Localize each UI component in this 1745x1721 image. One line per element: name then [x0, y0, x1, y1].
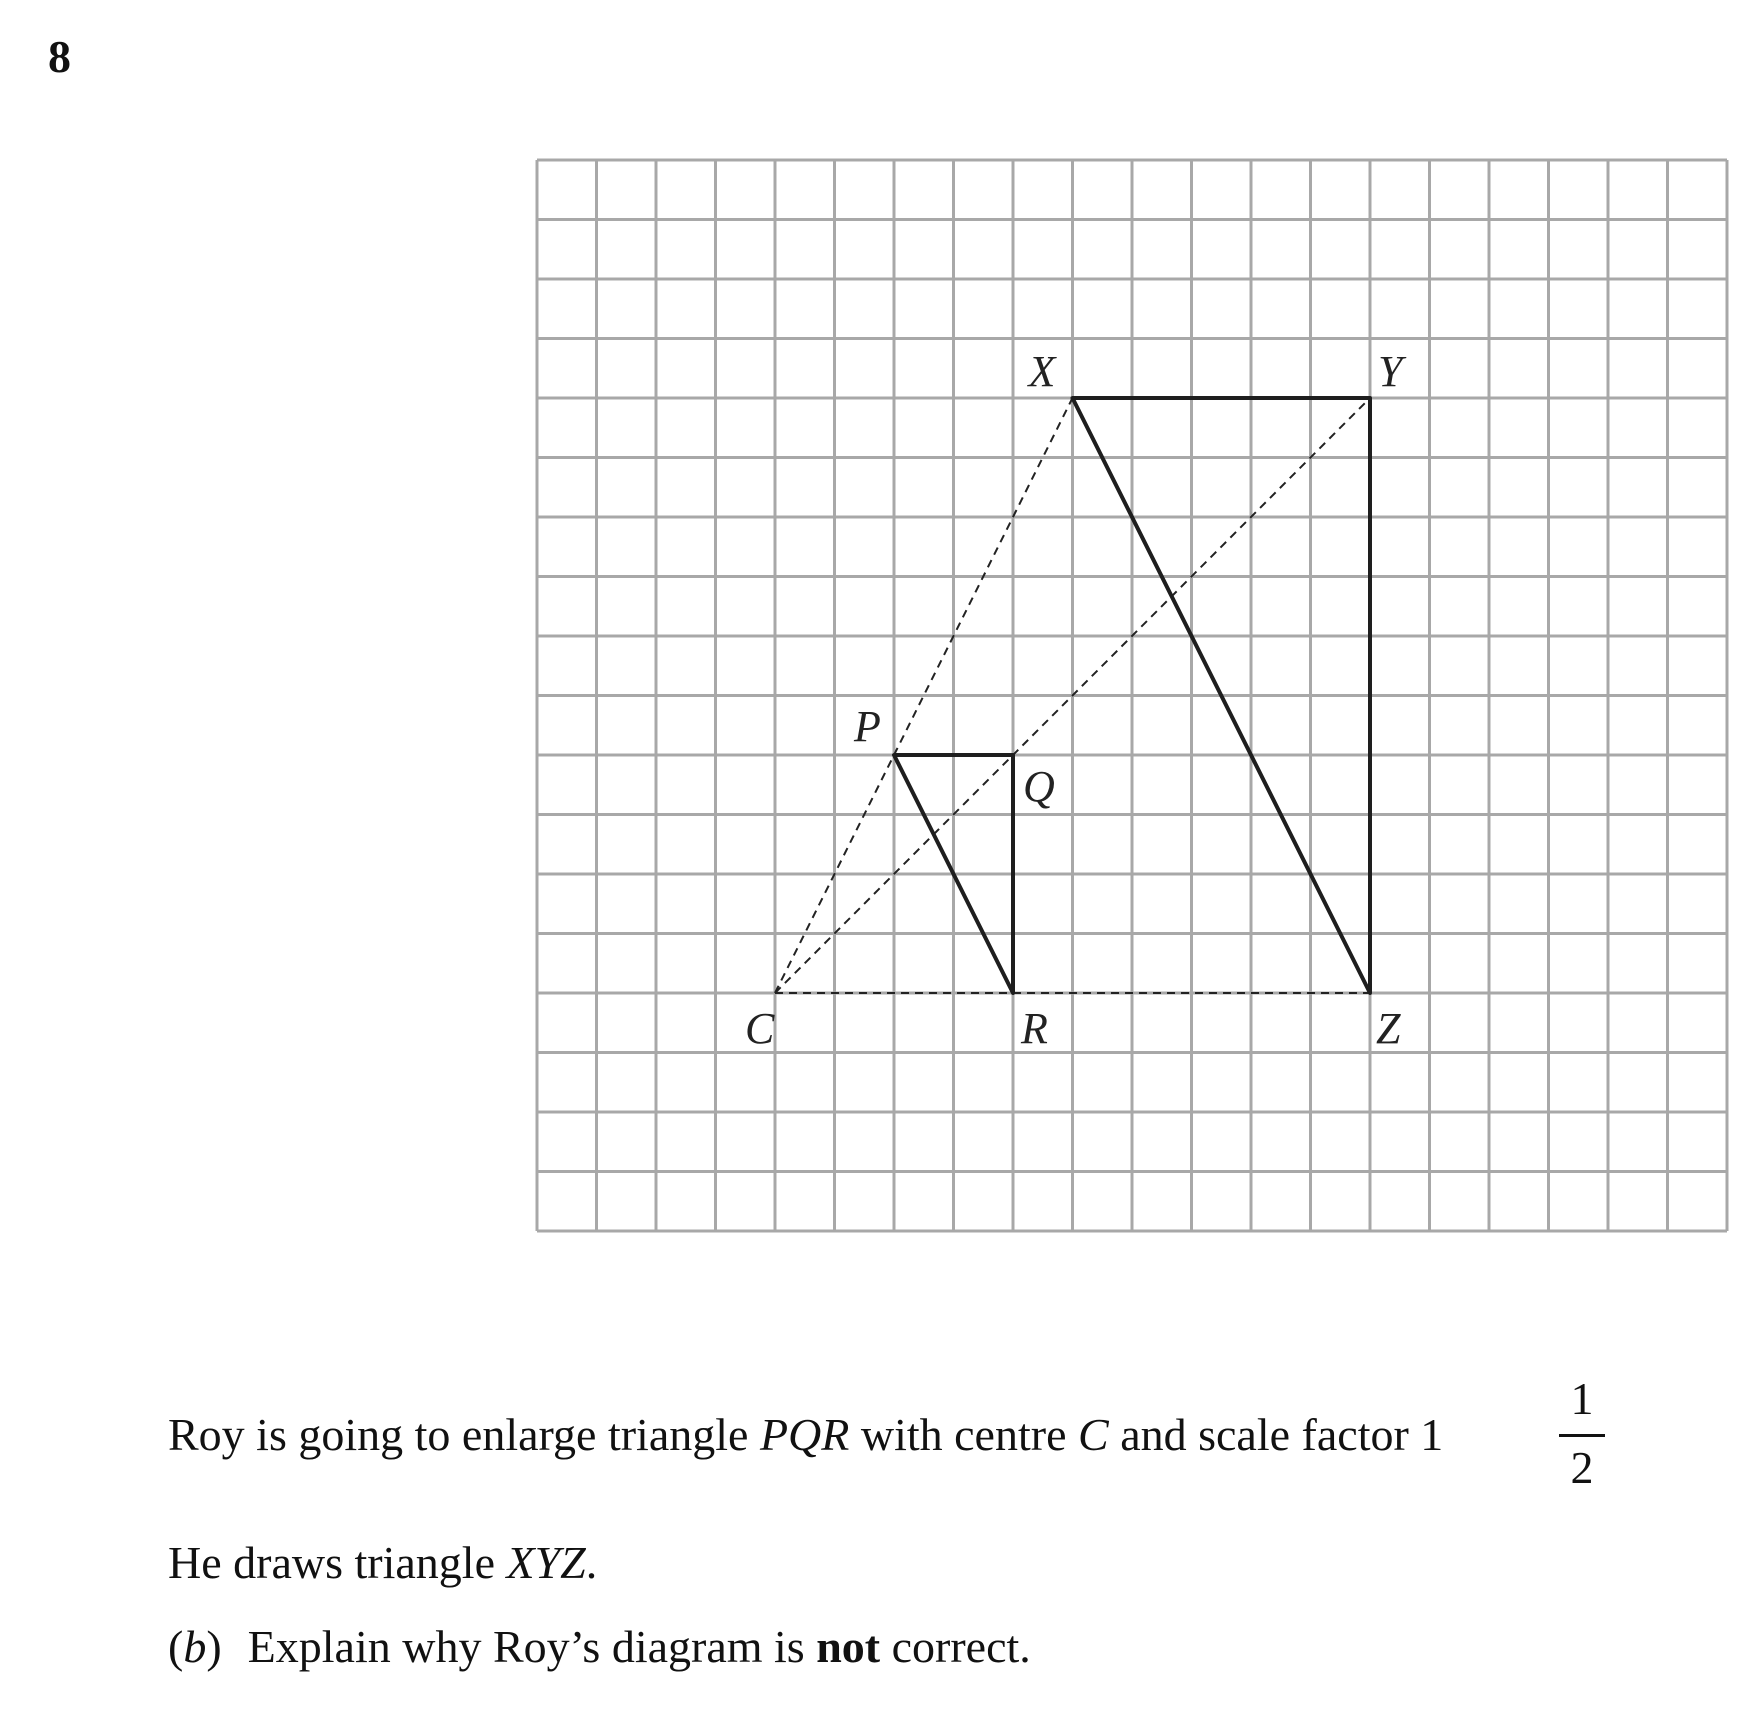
fraction-denominator: 2	[1570, 1442, 1594, 1493]
fraction-bar	[1559, 1434, 1605, 1437]
fraction-numerator: 1	[1570, 1373, 1594, 1424]
centre-name: C	[1078, 1409, 1109, 1460]
point-label-c: C	[745, 1004, 775, 1053]
square-grid	[537, 160, 1727, 1231]
point-label-p: P	[854, 702, 881, 751]
statement-text: with centre	[849, 1409, 1078, 1460]
point-label-q: Q	[1023, 762, 1055, 811]
draw-statement	[168, 1538, 597, 1589]
point-label-x: X	[1028, 347, 1056, 396]
scale-fraction	[1557, 1373, 1607, 1493]
part-label: (b)	[168, 1621, 222, 1672]
statement-text: .	[585, 1537, 598, 1588]
statement-text: He draws triangle	[168, 1537, 507, 1588]
emphasis-not: not	[816, 1621, 881, 1672]
point-label-y: Y	[1378, 347, 1403, 396]
question-statement	[168, 1410, 1443, 1461]
part-b-question	[168, 1622, 1031, 1673]
statement-text: and scale factor 1	[1108, 1409, 1444, 1460]
point-label-r: R	[1021, 1004, 1048, 1053]
triangle-xyz-name: XYZ	[506, 1537, 586, 1588]
triangle-pqr-name: PQR	[759, 1409, 850, 1460]
point-label-z: Z	[1376, 1004, 1401, 1053]
part-b-text: Explain why Roy’s diagram is	[247, 1621, 817, 1672]
part-b-text: correct.	[880, 1621, 1031, 1672]
question-number: 8	[48, 31, 71, 82]
statement-text: Roy is going to enlarge triangle	[168, 1409, 760, 1460]
point-labels	[745, 347, 1407, 1053]
